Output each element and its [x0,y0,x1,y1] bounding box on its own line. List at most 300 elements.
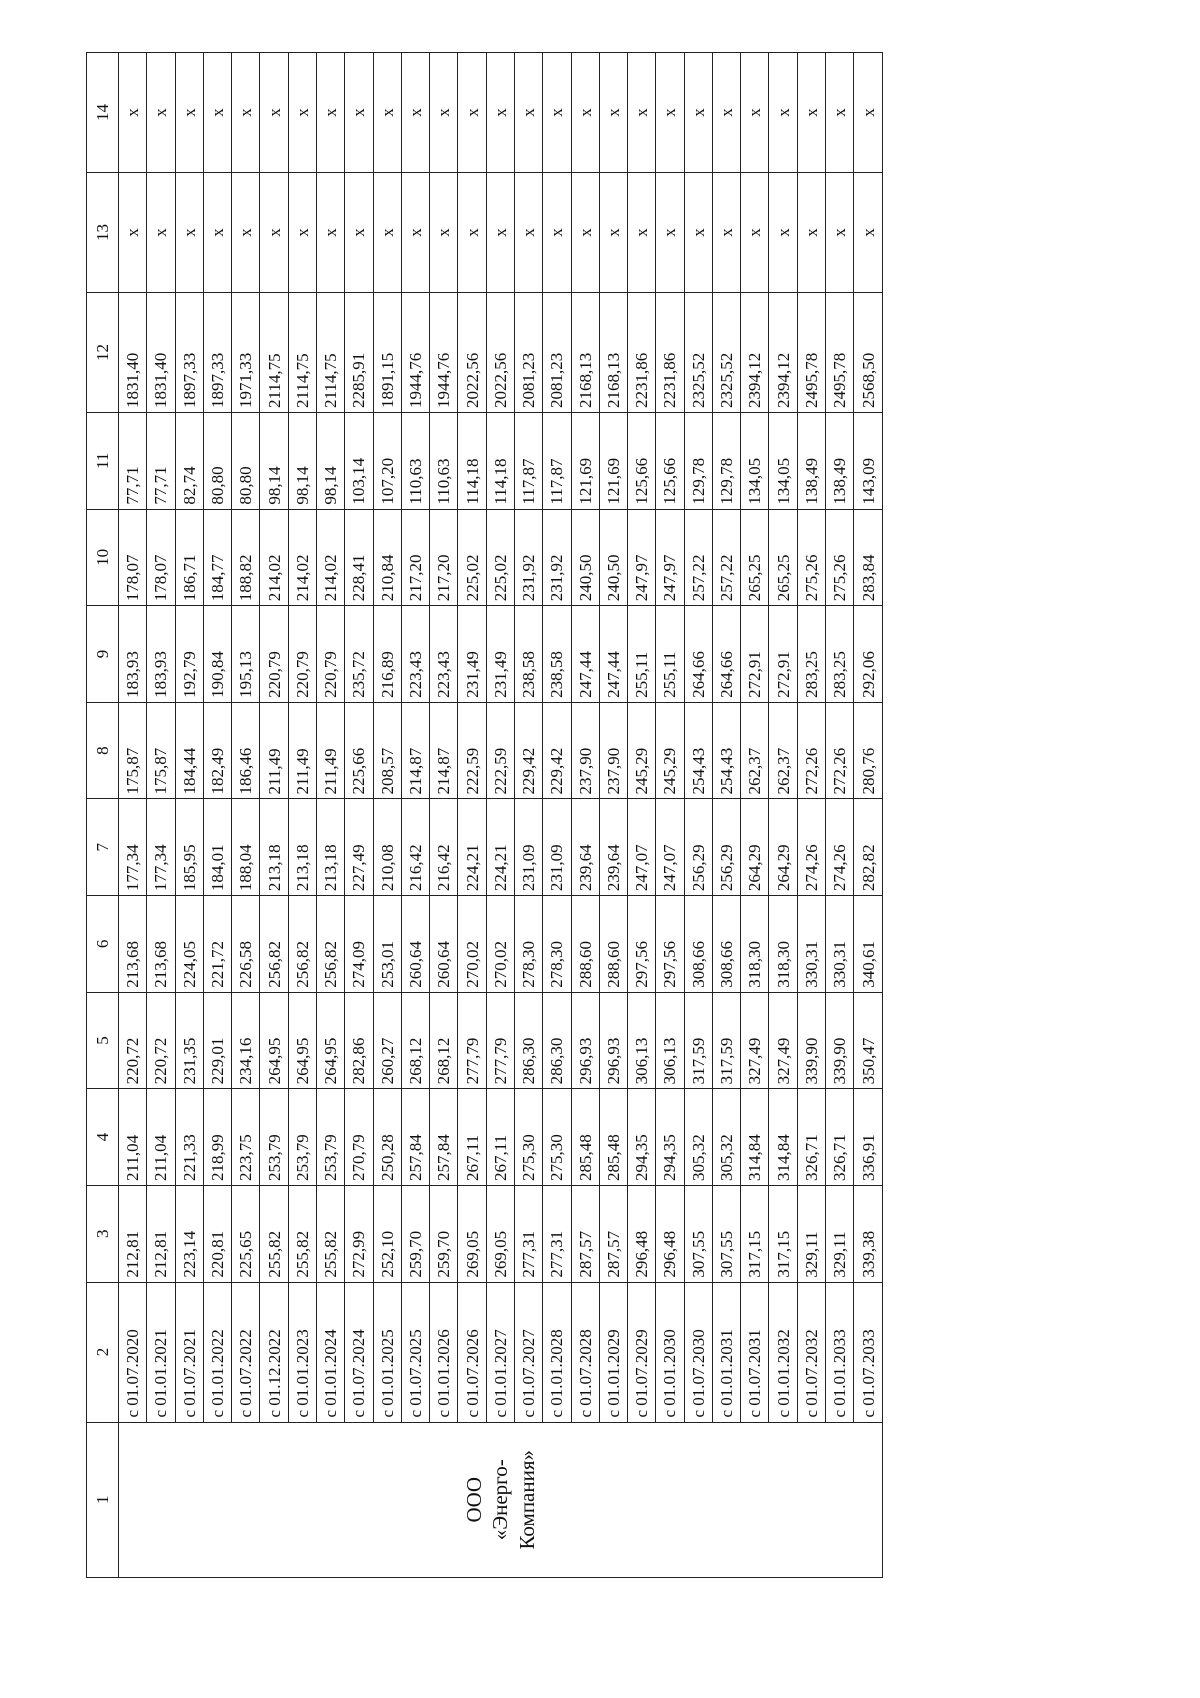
value-cell-col-4: 275,30 [514,1089,542,1186]
value-cell-col-3: 255,82 [288,1185,316,1282]
value-cell-col-8: 245,29 [628,702,656,799]
value-cell-col-4: 250,28 [373,1089,401,1186]
value-cell-col-8: 272,26 [797,702,825,799]
table-row [628,53,656,1578]
value-cell-col-5: 286,30 [514,992,542,1089]
value-cell-col-4: 275,30 [543,1089,571,1186]
value-cell-col-13: x [769,173,797,293]
date-cell: с 01.01.2029 [599,1282,627,1422]
value-cell-col-8: 211,49 [288,702,316,799]
value-cell-col-12: 2114,75 [316,293,344,413]
value-cell-col-5: 277,79 [458,992,486,1089]
value-cell-col-11: 125,66 [656,412,684,509]
value-cell-col-9: 247,44 [599,606,627,703]
value-cell-col-6: 330,31 [797,896,825,993]
value-cell-col-10: 283,84 [854,509,883,606]
value-cell-col-14: x [486,53,514,173]
value-cell-col-10: 210,84 [373,509,401,606]
value-cell-col-10: 217,20 [430,509,458,606]
value-cell-col-14: x [514,53,542,173]
value-cell-col-6: 288,60 [571,896,599,993]
value-cell-col-3: 296,48 [656,1185,684,1282]
value-cell-col-4: 294,35 [656,1089,684,1186]
value-cell-col-12: 2394,12 [741,293,769,413]
value-cell-col-14: x [203,53,231,173]
value-cell-col-6: 256,82 [260,896,288,993]
value-cell-col-6: 318,30 [769,896,797,993]
value-cell-col-13: x [514,173,542,293]
column-header-11: 11 [87,412,119,509]
value-cell-col-5: 339,90 [826,992,854,1089]
value-cell-col-11: 134,05 [741,412,769,509]
value-cell-col-5: 282,86 [345,992,373,1089]
value-cell-col-12: 1944,76 [401,293,429,413]
value-cell-col-7: 247,07 [656,799,684,896]
value-cell-col-11: 138,49 [826,412,854,509]
value-cell-col-12: 2022,56 [458,293,486,413]
date-cell: с 01.07.2026 [458,1282,486,1422]
value-cell-col-6: 308,66 [712,896,740,993]
value-cell-col-3: 287,57 [599,1185,627,1282]
value-cell-col-11: 125,66 [628,412,656,509]
value-cell-col-13: x [599,173,627,293]
column-header-2: 2 [87,1282,119,1422]
date-cell: с 01.07.2027 [514,1282,542,1422]
date-cell: с 01.07.2029 [628,1282,656,1422]
value-cell-col-14: x [741,53,769,173]
table-row [147,53,175,1578]
value-cell-col-4: 305,32 [684,1089,712,1186]
value-cell-col-8: 222,59 [458,702,486,799]
value-cell-col-11: 103,14 [345,412,373,509]
value-cell-col-12: 2114,75 [260,293,288,413]
value-cell-col-9: 195,13 [232,606,260,703]
organization-name-line1: ООО [462,1477,487,1523]
value-cell-col-7: 282,82 [854,799,883,896]
value-cell-col-3: 259,70 [430,1185,458,1282]
value-cell-col-6: 308,66 [684,896,712,993]
table-row [571,53,599,1578]
value-cell-col-9: 220,79 [316,606,344,703]
value-cell-col-8: 237,90 [599,702,627,799]
value-cell-col-7: 184,01 [203,799,231,896]
value-cell-col-11: 121,69 [599,412,627,509]
table-row [797,53,825,1578]
value-cell-col-4: 294,35 [628,1089,656,1186]
value-cell-col-9: 238,58 [543,606,571,703]
value-cell-col-3: 212,81 [119,1185,147,1282]
value-cell-col-5: 286,30 [543,992,571,1089]
table-row [175,53,203,1578]
value-cell-col-9: 231,49 [486,606,514,703]
column-header-7: 7 [87,799,119,896]
value-cell-col-11: 117,87 [514,412,542,509]
value-cell-col-11: 138,49 [797,412,825,509]
value-cell-col-11: 98,14 [260,412,288,509]
value-cell-col-5: 339,90 [797,992,825,1089]
value-cell-col-10: 217,20 [401,509,429,606]
value-cell-col-10: 257,22 [712,509,740,606]
column-header-5: 5 [87,992,119,1089]
date-cell: с 01.07.2021 [175,1282,203,1422]
value-cell-col-8: 262,37 [741,702,769,799]
value-cell-col-12: 1831,40 [147,293,175,413]
date-cell: с 01.01.2027 [486,1282,514,1422]
value-cell-col-9: 283,25 [826,606,854,703]
value-cell-col-9: 183,93 [147,606,175,703]
date-cell: с 01.01.2022 [203,1282,231,1422]
value-cell-col-11: 80,80 [203,412,231,509]
value-cell-col-9: 223,43 [401,606,429,703]
date-cell: с 01.01.2028 [543,1282,571,1422]
value-cell-col-6: 330,31 [826,896,854,993]
value-cell-col-4: 223,75 [232,1089,260,1186]
value-cell-col-5: 268,12 [430,992,458,1089]
column-header-3: 3 [87,1185,119,1282]
value-cell-col-7: 210,08 [373,799,401,896]
value-cell-col-3: 329,11 [826,1185,854,1282]
value-cell-col-4: 326,71 [826,1089,854,1186]
date-cell: с 01.07.2022 [232,1282,260,1422]
value-cell-col-13: x [288,173,316,293]
value-cell-col-14: x [797,53,825,173]
value-cell-col-5: 220,72 [119,992,147,1089]
value-cell-col-10: 214,02 [260,509,288,606]
value-cell-col-5: 229,01 [203,992,231,1089]
value-cell-col-8: 254,43 [712,702,740,799]
value-cell-col-7: 216,42 [430,799,458,896]
value-cell-col-9: 223,43 [430,606,458,703]
value-cell-col-10: 257,22 [684,509,712,606]
date-cell: с 01.07.2030 [684,1282,712,1422]
value-cell-col-6: 278,30 [543,896,571,993]
value-cell-col-7: 274,26 [826,799,854,896]
table-row [232,53,260,1578]
value-cell-col-7: 274,26 [797,799,825,896]
value-cell-col-3: 255,82 [260,1185,288,1282]
value-cell-col-7: 177,34 [147,799,175,896]
value-cell-col-11: 129,78 [684,412,712,509]
value-cell-col-10: 186,71 [175,509,203,606]
value-cell-col-10: 231,92 [543,509,571,606]
value-cell-col-5: 296,93 [599,992,627,1089]
organization-name-line2: «Энерго- [488,1459,513,1541]
value-cell-col-3: 223,14 [175,1185,203,1282]
value-cell-col-12: 1944,76 [430,293,458,413]
value-cell-col-14: x [260,53,288,173]
rotated-table-container [86,52,883,1578]
value-cell-col-14: x [345,53,373,173]
value-cell-col-13: x [571,173,599,293]
date-cell: с 01.07.2025 [401,1282,429,1422]
value-cell-col-7: 185,95 [175,799,203,896]
column-header-6: 6 [87,896,119,993]
value-cell-col-12: 2495,78 [797,293,825,413]
value-cell-col-9: 220,79 [288,606,316,703]
value-cell-col-4: 267,11 [486,1089,514,1186]
value-cell-col-8: 175,87 [147,702,175,799]
value-cell-col-6: 253,01 [373,896,401,993]
value-cell-col-14: x [769,53,797,173]
value-cell-col-10: 214,02 [316,509,344,606]
column-header-14: 14 [87,53,119,173]
value-cell-col-8: 186,46 [232,702,260,799]
value-cell-col-9: 192,79 [175,606,203,703]
date-cell: с 01.01.2023 [288,1282,316,1422]
table-row [316,53,344,1578]
value-cell-col-9: 272,91 [741,606,769,703]
date-cell: с 01.07.2020 [119,1282,147,1422]
value-cell-col-12: 2114,75 [288,293,316,413]
value-cell-col-12: 2568,50 [854,293,883,413]
value-cell-col-5: 350,47 [854,992,883,1089]
value-cell-col-11: 117,87 [543,412,571,509]
value-cell-col-11: 114,18 [458,412,486,509]
value-cell-col-7: 256,29 [712,799,740,896]
value-cell-col-11: 98,14 [288,412,316,509]
date-cell: с 01.01.2024 [316,1282,344,1422]
value-cell-col-9: 231,49 [458,606,486,703]
value-cell-col-7: 213,18 [260,799,288,896]
value-cell-col-8: 245,29 [656,702,684,799]
value-cell-col-3: 317,15 [741,1185,769,1282]
value-cell-col-9: 216,89 [373,606,401,703]
value-cell-col-7: 216,42 [401,799,429,896]
value-cell-col-10: 214,02 [288,509,316,606]
date-cell: с 01.07.2024 [345,1282,373,1422]
value-cell-col-8: 262,37 [769,702,797,799]
value-cell-col-3: 269,05 [458,1185,486,1282]
value-cell-col-14: x [656,53,684,173]
date-cell: с 01.01.2025 [373,1282,401,1422]
date-cell: с 01.01.2032 [769,1282,797,1422]
value-cell-col-10: 247,97 [628,509,656,606]
value-cell-col-5: 234,16 [232,992,260,1089]
value-cell-col-9: 272,91 [769,606,797,703]
value-cell-col-6: 260,64 [430,896,458,993]
table-row [741,53,769,1578]
value-cell-col-6: 226,58 [232,896,260,993]
value-cell-col-8: 184,44 [175,702,203,799]
value-cell-col-14: x [854,53,883,173]
value-cell-col-7: 231,09 [514,799,542,896]
value-cell-col-8: 280,76 [854,702,883,799]
value-cell-col-11: 110,63 [430,412,458,509]
value-cell-col-13: x [543,173,571,293]
value-cell-col-5: 317,59 [712,992,740,1089]
value-cell-col-11: 77,71 [119,412,147,509]
value-cell-col-10: 240,50 [571,509,599,606]
date-cell: с 01.01.2033 [826,1282,854,1422]
table-row [203,53,231,1578]
value-cell-col-6: 221,72 [203,896,231,993]
value-cell-col-11: 82,74 [175,412,203,509]
value-cell-col-14: x [430,53,458,173]
value-cell-col-5: 264,95 [288,992,316,1089]
value-cell-col-9: 190,84 [203,606,231,703]
value-cell-col-12: 2081,23 [543,293,571,413]
value-cell-col-10: 275,26 [797,509,825,606]
value-cell-col-8: 211,49 [316,702,344,799]
value-cell-col-10: 178,07 [147,509,175,606]
date-cell: с 01.01.2021 [147,1282,175,1422]
value-cell-col-7: 224,21 [458,799,486,896]
value-cell-col-13: x [401,173,429,293]
value-cell-col-4: 253,79 [260,1089,288,1186]
value-cell-col-12: 2231,86 [628,293,656,413]
value-cell-col-10: 265,25 [769,509,797,606]
organization-name-line3: Компания» [514,1449,539,1550]
value-cell-col-11: 114,18 [486,412,514,509]
value-cell-col-14: x [826,53,854,173]
value-cell-col-5: 296,93 [571,992,599,1089]
value-cell-col-7: 227,49 [345,799,373,896]
table-row [599,53,627,1578]
value-cell-col-10: 275,26 [826,509,854,606]
value-cell-col-14: x [175,53,203,173]
value-cell-col-14: x [147,53,175,173]
table-row [826,53,854,1578]
value-cell-col-14: x [458,53,486,173]
value-cell-col-4: 211,04 [119,1089,147,1186]
value-cell-col-12: 1831,40 [119,293,147,413]
date-cell: с 01.07.2031 [741,1282,769,1422]
header-row [87,53,119,1578]
value-cell-col-12: 2325,52 [684,293,712,413]
value-cell-col-7: 213,18 [316,799,344,896]
value-cell-col-7: 256,29 [684,799,712,896]
value-cell-col-13: x [430,173,458,293]
value-cell-col-5: 327,49 [769,992,797,1089]
value-cell-col-6: 256,82 [288,896,316,993]
value-cell-col-4: 211,04 [147,1089,175,1186]
value-cell-col-12: 1897,33 [175,293,203,413]
value-cell-col-5: 264,95 [260,992,288,1089]
date-cell: с 01.01.2030 [656,1282,684,1422]
value-cell-col-3: 252,10 [373,1185,401,1282]
value-cell-col-12: 2285,91 [345,293,373,413]
value-cell-col-5: 220,72 [147,992,175,1089]
value-cell-col-14: x [712,53,740,173]
value-cell-col-11: 80,80 [232,412,260,509]
value-cell-col-14: x [119,53,147,173]
value-cell-col-3: 329,11 [797,1185,825,1282]
value-cell-col-3: 212,81 [147,1185,175,1282]
value-cell-col-4: 253,79 [316,1089,344,1186]
value-cell-col-3: 307,55 [684,1185,712,1282]
table-row [430,53,458,1578]
value-cell-col-9: 238,58 [514,606,542,703]
table-row [514,53,542,1578]
value-cell-col-10: 225,02 [458,509,486,606]
value-cell-col-4: 257,84 [430,1089,458,1186]
value-cell-col-12: 2231,86 [656,293,684,413]
column-header-13: 13 [87,173,119,293]
value-cell-col-11: 77,71 [147,412,175,509]
value-cell-col-13: x [373,173,401,293]
table-row [458,53,486,1578]
value-cell-col-7: 239,64 [571,799,599,896]
table-row [401,53,429,1578]
value-cell-col-9: 255,11 [656,606,684,703]
value-cell-col-8: 254,43 [684,702,712,799]
value-cell-col-9: 183,93 [119,606,147,703]
value-cell-col-3: 269,05 [486,1185,514,1282]
value-cell-col-5: 306,13 [628,992,656,1089]
value-cell-col-12: 2168,13 [599,293,627,413]
value-cell-col-13: x [741,173,769,293]
value-cell-col-3: 277,31 [543,1185,571,1282]
value-cell-col-13: x [119,173,147,293]
value-cell-col-6: 260,64 [401,896,429,993]
value-cell-col-4: 257,84 [401,1089,429,1186]
value-cell-col-6: 270,02 [458,896,486,993]
table-row [712,53,740,1578]
value-cell-col-14: x [599,53,627,173]
date-cell: с 01.07.2032 [797,1282,825,1422]
value-cell-col-4: 285,48 [571,1089,599,1186]
value-cell-col-6: 318,30 [741,896,769,993]
tariff-table [86,52,883,1578]
value-cell-col-10: 184,77 [203,509,231,606]
value-cell-col-12: 2495,78 [826,293,854,413]
value-cell-col-10: 265,25 [741,509,769,606]
value-cell-col-14: x [543,53,571,173]
value-cell-col-6: 274,09 [345,896,373,993]
value-cell-col-3: 296,48 [628,1185,656,1282]
value-cell-col-3: 287,57 [571,1185,599,1282]
table-row [543,53,571,1578]
value-cell-col-11: 107,20 [373,412,401,509]
value-cell-col-8: 208,57 [373,702,401,799]
value-cell-col-5: 231,35 [175,992,203,1089]
value-cell-col-11: 129,78 [712,412,740,509]
value-cell-col-13: x [854,173,883,293]
value-cell-col-13: x [458,173,486,293]
value-cell-col-12: 1897,33 [203,293,231,413]
column-header-9: 9 [87,606,119,703]
value-cell-col-7: 231,09 [543,799,571,896]
value-cell-col-12: 1891,15 [373,293,401,413]
value-cell-col-14: x [373,53,401,173]
table-row [119,53,147,1578]
value-cell-col-3: 220,81 [203,1185,231,1282]
value-cell-col-4: 336,91 [854,1089,883,1186]
value-cell-col-10: 188,82 [232,509,260,606]
table-row [345,53,373,1578]
value-cell-col-7: 264,29 [741,799,769,896]
value-cell-col-8: 272,26 [826,702,854,799]
value-cell-col-5: 306,13 [656,992,684,1089]
value-cell-col-6: 278,30 [514,896,542,993]
value-cell-col-13: x [712,173,740,293]
value-cell-col-4: 305,32 [712,1089,740,1186]
value-cell-col-8: 175,87 [119,702,147,799]
date-cell: с 01.12.2022 [260,1282,288,1422]
value-cell-col-8: 222,59 [486,702,514,799]
value-cell-col-10: 240,50 [599,509,627,606]
value-cell-col-13: x [260,173,288,293]
value-cell-col-4: 270,79 [345,1089,373,1186]
value-cell-col-5: 317,59 [684,992,712,1089]
value-cell-col-11: 143,09 [854,412,883,509]
value-cell-col-9: 264,66 [712,606,740,703]
value-cell-col-3: 339,38 [854,1185,883,1282]
table-row [373,53,401,1578]
value-cell-col-8: 214,87 [401,702,429,799]
value-cell-col-3: 272,99 [345,1185,373,1282]
value-cell-col-6: 270,02 [486,896,514,993]
